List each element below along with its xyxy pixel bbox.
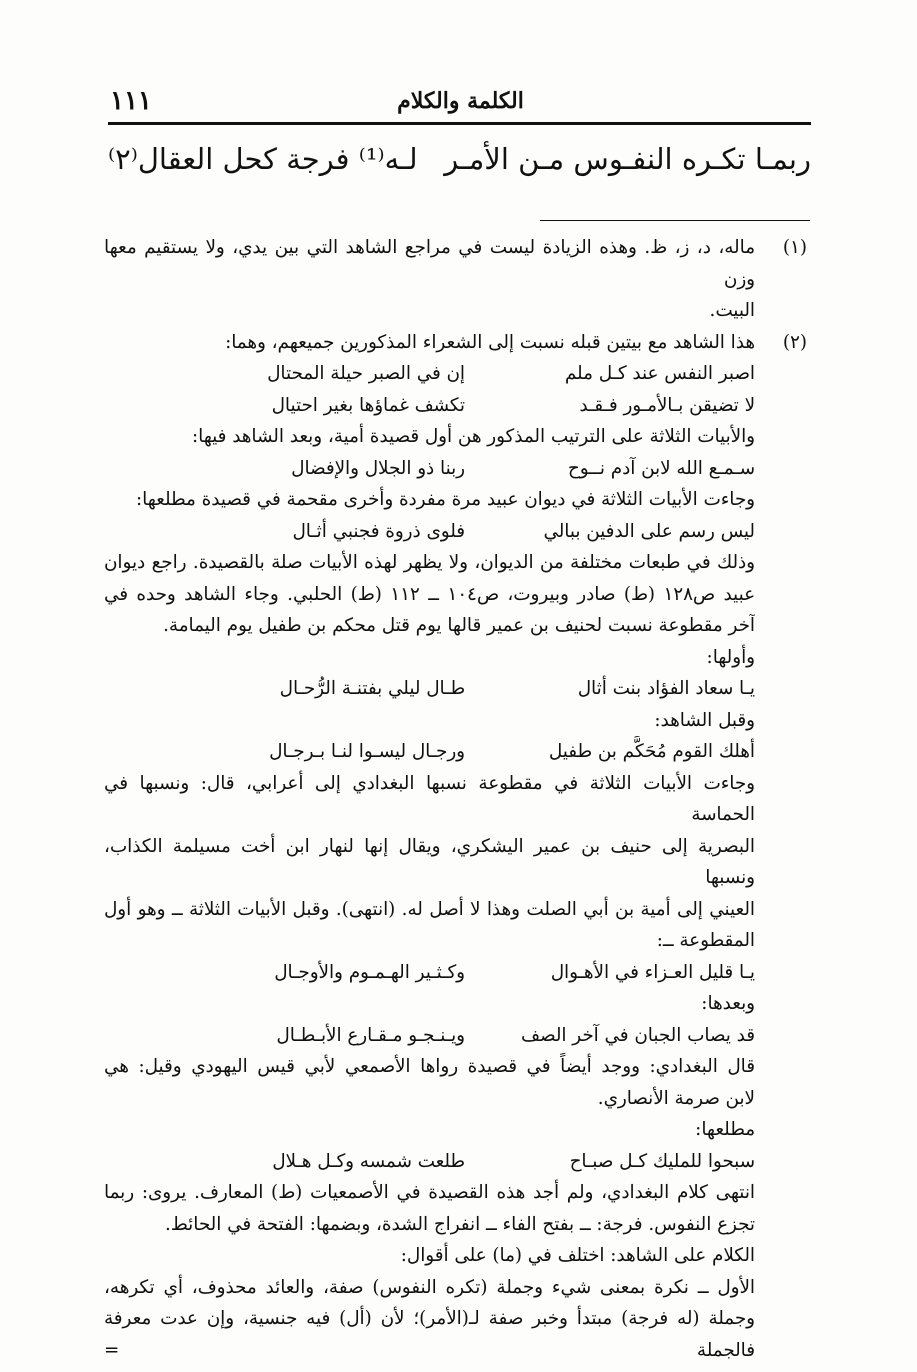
page-header — [110, 86, 811, 122]
verse-hemistich-second: إن في الصبر حيلة المحتال — [267, 363, 465, 384]
footnotes — [104, 232, 813, 1366]
verse-hemistich-first: سبحوا للمليك كـل صبـاح — [569, 1150, 755, 1172]
footnote-text-line: ماله، د، ز، ظ. وهذه الزيادة ليست في مراجع الشاهد التي بين يدي، ولا يستقيم معها وزن — [104, 237, 755, 290]
footnote-text-line: وجاءت الأبيات الثلاثة في ديوان عبيد مرة مفردة وأخرى مقحمة في قصيدة مطلعها: — [136, 489, 755, 510]
verse-hemistich-second: ربنا ذو الجلال والإفضال — [291, 457, 465, 479]
main-verse — [108, 142, 811, 176]
verse-line — [104, 736, 755, 768]
footnote-text-line: وقبل الشاهد: — [654, 709, 755, 731]
footnote-text-line: هذا الشاهد مع بيتين قبله نسبت إلى الشعراء المذكورين جميعهم، وهما: — [225, 331, 755, 353]
footnote-separator — [540, 220, 810, 221]
verse-hemistich-first: أهلك القوم مُحَكَّم بن طفيل — [548, 741, 755, 762]
footnote-text-line: الكلام على الشاهد: اختلف في (ما) على أقوال: — [400, 1245, 755, 1266]
verse-hemistich-first: يـا سعاد الفؤاد بنت أثال — [577, 678, 755, 699]
verse-hemistich-first: اصبر النفس عند كـل ملم — [564, 363, 755, 384]
footnote-text-line: وأولها: — [706, 646, 755, 668]
footnote-text-line: وجاءت الأبيات الثلاثة في مقطوعة نسبها البغدادي إلى أعرابي، قال: ونسبها في الحماسة — [104, 772, 755, 825]
verse-line — [104, 957, 755, 989]
verse-line — [104, 358, 755, 390]
verse-hemistich-second: ويـنـجـو مـقـارع الأبـطـال — [276, 1024, 465, 1046]
verse-hemistich-second: تكشف غماؤها بغير احتيال — [271, 394, 465, 416]
running-title: الكلمة والكلام — [397, 88, 524, 114]
verse-line — [104, 1020, 755, 1052]
footnote-text-line: تجزع النفوس. فرجة: ــ بفتح الفاء ــ انفراج الشدة، وبضمها: الفتحة في الحائط. — [165, 1213, 755, 1235]
footnote-text-line: مطلعها: — [695, 1119, 755, 1140]
footnote-text-line: العيني إلى أمية بن أبي الصلت وهذا لا أصل له. (انتهى). وقبل الأبيات الثلاثة ــ وهو أول — [104, 898, 755, 920]
footnote-text-line: المقطوعة ــ: — [656, 930, 755, 951]
verse-line — [104, 390, 755, 422]
verse-hemistich-second: ورجـال ليسـوا لنـا بـرجـال — [269, 741, 465, 762]
verse-hemistich-first: ليس رسم على الدفين ببالي — [543, 520, 755, 542]
footnote-text-line: وبعدها: — [701, 993, 755, 1014]
verse-hemistich-first: قد يصاب الجبان في آخر الصف — [521, 1024, 755, 1046]
footnote — [104, 327, 813, 1367]
footnote — [104, 232, 813, 327]
footnote-text-line: قال البغدادي: ووجد أيضاً في قصيدة رواها الأصمعي لأبي قيس اليهودي وقيل: هي — [104, 1056, 755, 1077]
footnote-text-line: البيت. — [709, 300, 755, 321]
verse-line — [104, 516, 755, 548]
verse-hemistich-second: طـال ليلي بفتنـة الرُّحـال — [279, 678, 465, 699]
footnote-text-line: والأبيات الثلاثة على الترتيب المذكور هن أول قصيدة أمية، وبعد الشاهد فيها: — [191, 426, 755, 447]
verse-first-half: ربمـا تكـره النفـوس مـن الأمـر — [444, 142, 811, 176]
header-rule — [108, 122, 811, 125]
footnote-text-line: وذلك في طبعات مختلفة من الديوان، ولا يظهر لهذه الأبيات صلة بالقصيدة. راجع ديوان — [104, 552, 755, 573]
verse-hemistich-second: طلعت شمسه وكـل هـلال — [272, 1150, 465, 1172]
verse-hemistich-first: سـمـع الله لابن آدم نــوح — [567, 457, 755, 479]
footnote-text-line: لابن صرمة الأنصاري. — [597, 1087, 755, 1109]
verse-line — [104, 453, 755, 485]
footnote-text-line: الأول ــ نكرة بمعنى شيء وجملة (تكره النفوس) صفة، والعائد محذوف، أي تكرهه، — [104, 1276, 755, 1298]
verse-line — [104, 673, 755, 705]
verse-hemistich-first: يـا قليل العـزاء في الأهـوال — [550, 961, 755, 983]
footnote-text-line: انتهى كلام البغدادي، ولم أجد هذه القصيدة في الأصمعيات (ط) المعارف. يروى: ربما — [104, 1182, 755, 1203]
footnote-text-line: وجملة (له فرجة) مبتدأ وخبر صفة لـ(الأمر)؛ لأن (أل) فيه جنسية، وإن عدت معرفة فالجملة = — [104, 1308, 755, 1361]
verse-hemistich-first: لا تضيقن بـالأمـور فـقـد — [579, 394, 755, 416]
verse-hemistich-second: وكـثـير الهـمـوم والأوجـال — [274, 961, 465, 983]
footnote-text-line: آخر مقطوعة نسبت لحنيف بن عمير قالها يوم قتل محكم بن طفيل يوم اليمامة. — [163, 615, 755, 636]
page-number: ١١١ — [110, 86, 152, 116]
footnote-text-line: عبيد ص١٢٨ (ط) صادر وبيروت، ص١٠٤ ــ ١١٢ (ط) الحلبي. وجاء الشاهد وحده في — [104, 583, 755, 605]
footnote-number: (١) — [782, 237, 807, 258]
footnote-number: (٢) — [782, 331, 807, 353]
verse-hemistich-second: فلوى ذروة فجنبي أثـال — [292, 520, 465, 542]
verse-line — [104, 1146, 755, 1178]
verse-second-half: لـه⁽¹⁾ فرجة كحل العقال⁽٢⁾ — [108, 142, 418, 176]
footnote-text-line: البصرية إلى حنيف بن عمير اليشكري، ويقال إنها لنهار ابن أخت مسيلمة الكذاب، ونسبها — [104, 835, 755, 888]
